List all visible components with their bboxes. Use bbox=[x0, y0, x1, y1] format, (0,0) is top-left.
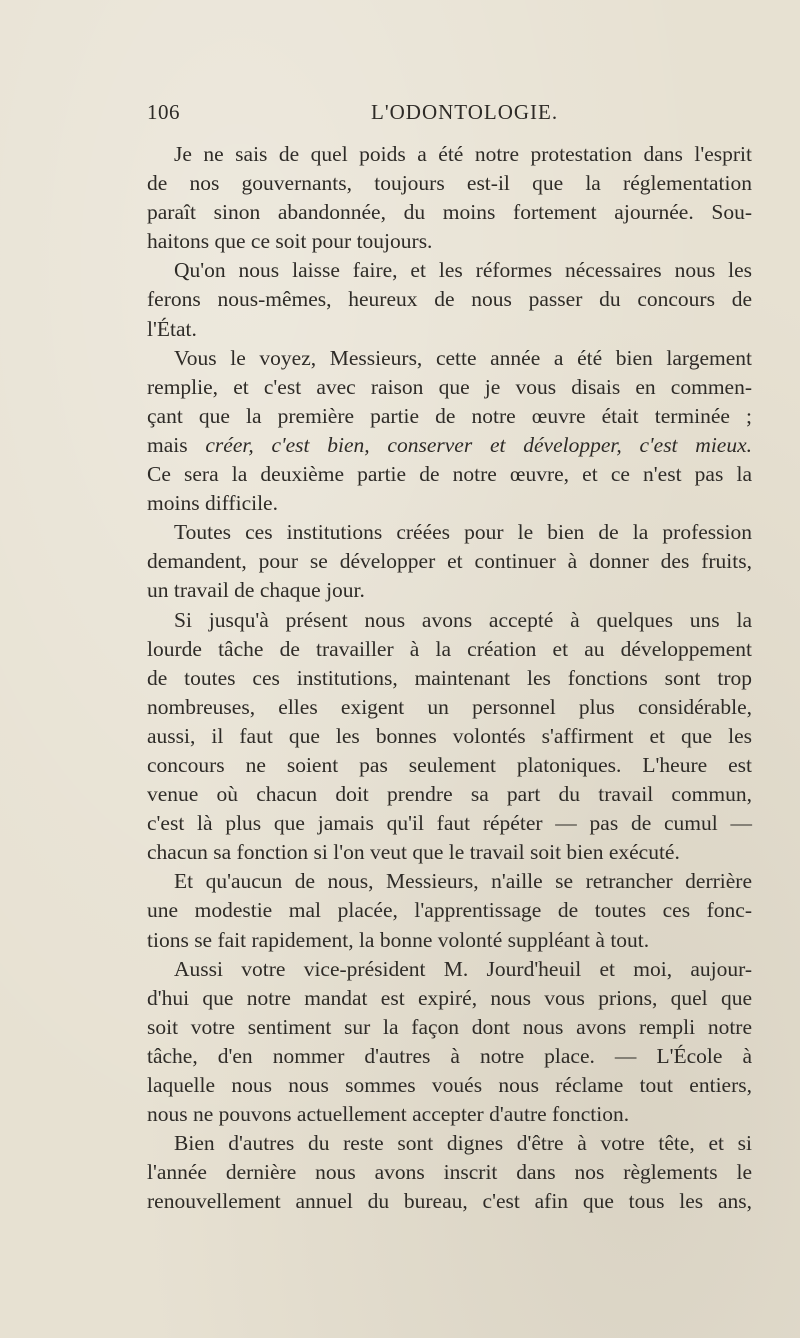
text-line: renouvellement annuel du bureau, c'est afin que tous les ans, bbox=[147, 1189, 752, 1214]
text-line: l'État. bbox=[147, 316, 197, 341]
text-line: concours ne soient pas seulement platoniques. L'heure est bbox=[147, 752, 752, 777]
journal-title: L'ODONTOLOGIE. bbox=[371, 100, 559, 124]
text-line: chacun sa fonction si l'on veut que le travail soit bien exécuté. bbox=[147, 840, 680, 865]
text-line: Toutes ces institutions créées pour le bien de la profession bbox=[174, 520, 752, 545]
paragraph bbox=[147, 1129, 752, 1216]
paragraph bbox=[147, 606, 752, 868]
text-line: nombreuses, elles exigent un personnel plus considérable, bbox=[147, 694, 752, 719]
text-run: mais bbox=[147, 432, 206, 457]
text-line: Bien d'autres du reste sont dignes d'être à votre tête, et si bbox=[174, 1131, 752, 1156]
text-line: l'année dernière nous avons inscrit dans nos règlements le bbox=[147, 1160, 752, 1185]
text-line: Si jusqu'à présent nous avons accepté à quelques uns la bbox=[174, 607, 752, 632]
paragraph bbox=[147, 867, 752, 954]
text-line: Qu'on nous laisse faire, et les réformes nécessaires nous les bbox=[174, 258, 752, 283]
text-line: lourde tâche de travailler à la création et au développement bbox=[147, 636, 752, 661]
body-text bbox=[147, 140, 752, 1216]
paragraph bbox=[147, 518, 752, 605]
text-line: moins difficile. bbox=[147, 491, 278, 516]
text-line: paraît sinon abandonnée, du moins fortement ajournée. Sou- bbox=[147, 200, 752, 225]
paragraph bbox=[147, 256, 752, 343]
text-line: demandent, pour se développer et continuer à donner des fruits, bbox=[147, 549, 752, 574]
text-line: tions se fait rapidement, la bonne volonté suppléant à tout. bbox=[147, 927, 650, 952]
paragraph bbox=[147, 344, 752, 519]
text-line: une modestie mal placée, l'apprentissage de toutes ces fonc- bbox=[147, 898, 752, 923]
italic-text-run: créer, c'est bien, conserver et développer, c'est mieux. bbox=[205, 432, 753, 457]
text-line: Aussi votre vice-président M. Jourd'heuil et moi, aujour- bbox=[174, 956, 752, 981]
paragraph bbox=[147, 140, 752, 256]
text-line: aussi, il faut que les bonnes volontés s'affirment et que les bbox=[147, 723, 752, 748]
text-line: ferons nous-mêmes, heureux de nous passer du concours de bbox=[147, 287, 752, 312]
text-line: soit votre sentiment sur la façon dont nous avons rempli notre bbox=[147, 1014, 752, 1039]
text-line: Vous le voyez, Messieurs, cette année a été bien largement bbox=[174, 345, 752, 370]
running-head bbox=[147, 100, 750, 132]
text-line: venue où chacun doit prendre sa part du travail commun, bbox=[147, 782, 752, 807]
text-line: tâche, d'en nommer d'autres à notre place. — L'École à bbox=[147, 1043, 752, 1068]
page-number: 106 bbox=[147, 100, 180, 124]
text-line: d'hui que notre mandat est expiré, nous vous prions, quel que bbox=[147, 985, 752, 1010]
text-line-mixed bbox=[147, 431, 752, 460]
paragraph bbox=[147, 955, 752, 1130]
text-line: remplie, et c'est avec raison que je vous disais en commen- bbox=[147, 374, 752, 399]
text-line: un travail de chaque jour. bbox=[147, 578, 365, 603]
text-line: çant que la première partie de notre œuvre était terminée ; bbox=[147, 403, 752, 428]
text-line: laquelle nous nous sommes voués nous réclame tout entiers, bbox=[147, 1073, 752, 1097]
text-line: nous ne pouvons actuellement accepter d'autre fonction. bbox=[147, 1102, 630, 1127]
text-line: Ce sera la deuxième partie de notre œuvre, et ce n'est pas la bbox=[147, 462, 752, 487]
text-line: de toutes ces institutions, maintenant les fonctions sont trop bbox=[147, 665, 752, 690]
text-line: Et qu'aucun de nous, Messieurs, n'aille se retrancher derrière bbox=[174, 869, 752, 894]
text-line: haitons que ce soit pour toujours. bbox=[147, 229, 433, 254]
text-line: Je ne sais de quel poids a été notre protestation dans l'esprit bbox=[174, 142, 752, 166]
text-line: c'est là plus que jamais qu'il faut répéter — pas de cumul — bbox=[147, 811, 752, 836]
text-line: de nos gouvernants, toujours est-il que la réglementation bbox=[147, 171, 752, 196]
